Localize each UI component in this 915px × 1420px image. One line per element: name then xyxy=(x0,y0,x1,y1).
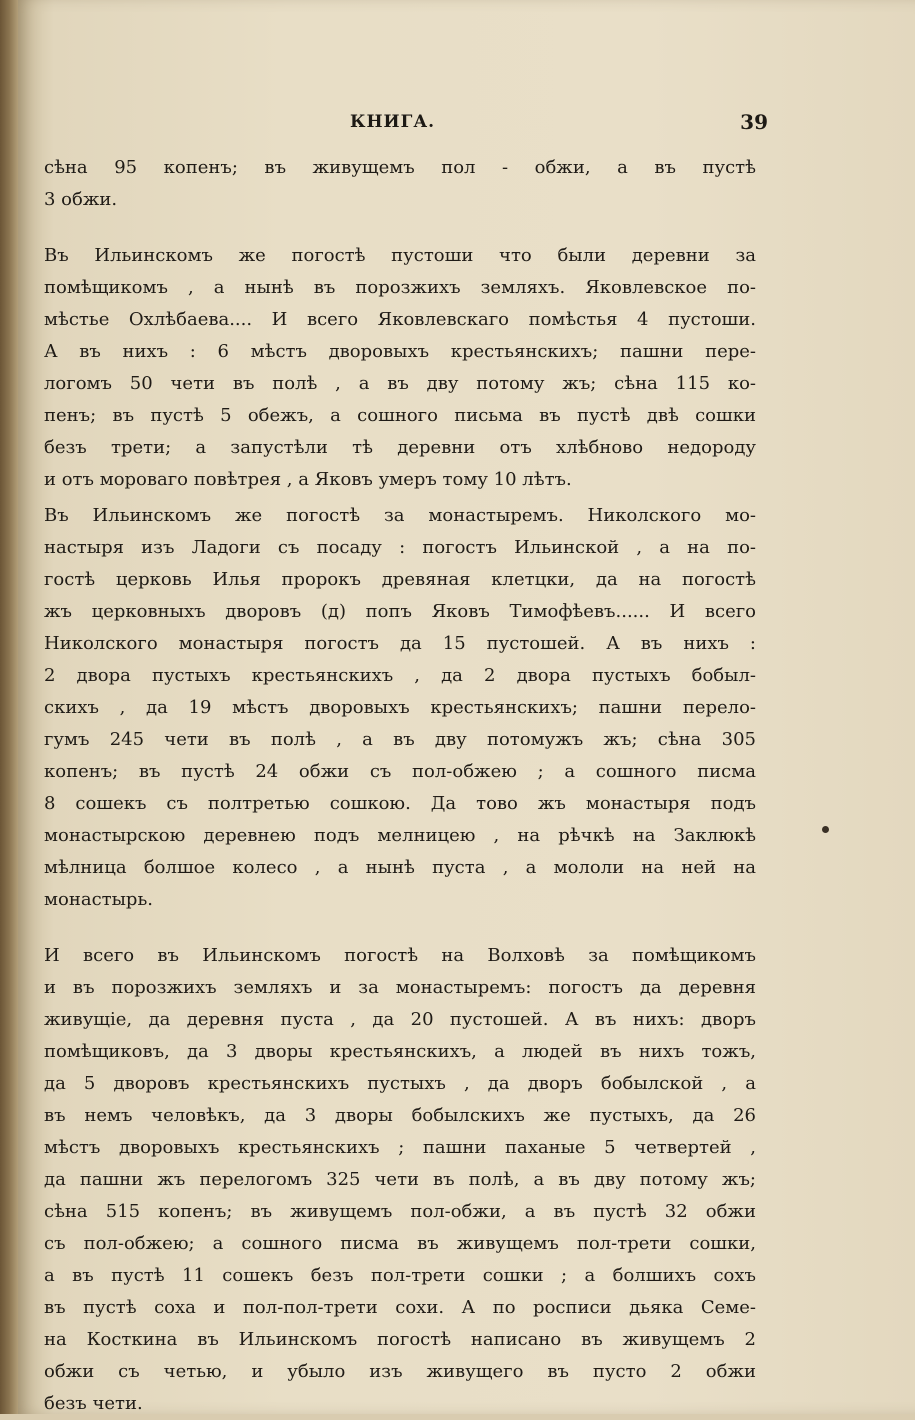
text-line: 8 сошекъ съ полтретью сошкою. Да тово жъ монастыря подъ xyxy=(44,793,756,814)
text-line: живущіе, да деревня пуста , да 20 пустошей. А въ нихъ: дворъ xyxy=(44,1009,756,1030)
paragraph xyxy=(44,500,756,916)
text-line: гумъ 245 чети въ полѣ , а въ дву потомужъ жъ; сѣна 305 xyxy=(44,729,756,750)
text-line: да пашни жъ перелогомъ 325 чети въ полѣ, а въ дву потому жъ; xyxy=(44,1169,756,1190)
text-line: мѣстье Охлѣбаева.... И всего Яковлевскаго помѣстья 4 пустоши. xyxy=(44,309,756,330)
paragraph-gap xyxy=(44,916,756,940)
text-line: 3 обжи. xyxy=(44,189,118,210)
text-line: монастырскою деревнею подъ мелницею , на рѣчкѣ на Заклюкѣ xyxy=(44,825,756,846)
page-header xyxy=(40,112,770,142)
text-line: копенъ; въ пустѣ 24 обжи съ пол-обжею ; а сошного писма xyxy=(44,761,756,782)
text-line: безъ трети; а запустѣли тѣ деревни отъ хлѣбново недороду xyxy=(44,437,756,458)
book-spine-shadow xyxy=(0,0,18,1414)
paragraph-gap xyxy=(44,216,756,240)
text-line: скихъ , да 19 мѣстъ дворовыхъ крестьянскихъ; пашни перело- xyxy=(44,697,756,718)
page-number: 39 xyxy=(740,110,768,134)
paragraph xyxy=(44,240,756,496)
text-line: Въ Ильинскомъ же погостѣ за монастыремъ. Николского мо- xyxy=(44,505,756,526)
text-line: въ пустѣ соха и пол-пол-трети сохи. А по росписи дьяка Семе- xyxy=(44,1297,756,1318)
text-line: мѣлница болшое колесо , а нынѣ пуста , а мололи на ней на xyxy=(44,857,756,878)
text-line: обжи съ четью, и убыло изъ живущего въ пусто 2 обжи xyxy=(44,1361,756,1382)
text-line: мѣстъ дворовыхъ крестьянскихъ ; пашни паханые 5 четвертей , xyxy=(44,1137,756,1158)
text-line: помѣщикомъ , а нынѣ въ порозжихъ земляхъ. Яковлевское по- xyxy=(44,277,756,298)
running-title: КНИГА. xyxy=(350,112,436,132)
text-line: и отъ мороваго повѣтрея , а Яковъ умеръ тому 10 лѣтъ. xyxy=(44,469,572,490)
text-line: Николского монастыря погостъ да 15 пустошей. А въ нихъ : xyxy=(44,633,756,654)
text-line: а въ пустѣ 11 сошекъ безъ пол-трети сошки ; а болшихъ сохъ xyxy=(44,1265,756,1286)
text-line: А въ нихъ : 6 мѣстъ дворовыхъ крестьянскихъ; пашни пере- xyxy=(44,341,756,362)
text-line: настыря изъ Ладоги съ посаду : погостъ Ильинской , а на по- xyxy=(44,537,756,558)
text-line: съ пол-обжею; а сошного писма въ живущемъ пол-трети сошки, xyxy=(44,1233,756,1254)
text-line: на Косткина въ Ильинскомъ погостѣ написано въ живущемъ 2 xyxy=(44,1329,756,1350)
text-line: безъ чети. xyxy=(44,1393,143,1414)
page-body xyxy=(44,152,756,1420)
paragraph xyxy=(44,152,756,216)
text-line: и въ порозжихъ земляхъ и за монастыремъ: погостъ да деревня xyxy=(44,977,756,998)
text-line: логомъ 50 чети въ полѣ , а въ дву потому жъ; сѣна 115 ко- xyxy=(44,373,756,394)
text-line: сѣна 95 копенъ; въ живущемъ пол - обжи, а въ пустѣ xyxy=(44,157,756,178)
text-line: И всего въ Ильинскомъ погостѣ на Волховѣ за помѣщикомъ xyxy=(44,945,756,966)
text-line: да 5 дворовъ крестьянскихъ пустыхъ , да дворъ бобылской , а xyxy=(44,1073,756,1094)
text-line: пенъ; въ пустѣ 5 обежъ, а сошного письма въ пустѣ двѣ сошки xyxy=(44,405,756,426)
text-line: Въ Ильинскомъ же погостѣ пустоши что были деревни за xyxy=(44,245,756,266)
paragraph xyxy=(44,940,756,1420)
text-line: гостѣ церковь Илья пророкъ древяная клетцки, да на погостѣ xyxy=(44,569,756,590)
ink-spot xyxy=(822,826,829,833)
text-line: помѣщиковъ, да 3 дворы крестьянскихъ, а людей въ нихъ тожъ, xyxy=(44,1041,756,1062)
text-line: сѣна 515 копенъ; въ живущемъ пол-обжи, а въ пустѣ 32 обжи xyxy=(44,1201,756,1222)
text-line: монастырь. xyxy=(44,889,153,910)
text-line: 2 двора пустыхъ крестьянскихъ , да 2 двора пустыхъ бобыл- xyxy=(44,665,756,686)
text-line: жъ церковныхъ дворовъ (д) попъ Яковъ Тимофѣевъ...... И всего xyxy=(44,601,756,622)
text-line: въ немъ человѣкъ, да 3 дворы бобылскихъ же пустыхъ, да 26 xyxy=(44,1105,756,1126)
